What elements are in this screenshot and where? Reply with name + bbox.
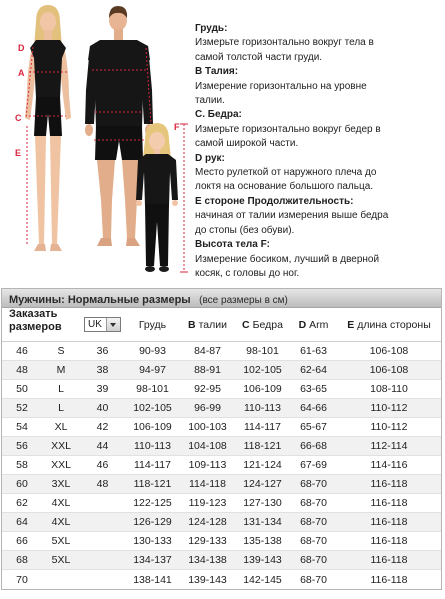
cell-letter-size: L: [58, 383, 64, 395]
label-a: A: [18, 68, 25, 78]
table-row: [2, 494, 441, 513]
header-side-label: длина стороны: [357, 318, 431, 331]
cell-arm: 62-64: [300, 364, 327, 376]
cell-hips: 135-138: [243, 535, 282, 547]
cell-uk: 42: [96, 421, 109, 433]
header-hips: [235, 308, 290, 341]
label-d: D: [18, 43, 25, 53]
product-photo: [0, 0, 192, 286]
cell-uk: 38: [96, 364, 109, 376]
cell-arm: 68-70: [300, 497, 327, 509]
cell-side-length: 116-118: [370, 497, 408, 509]
cell-letter-size: XXL: [51, 440, 71, 452]
cell-size: 62: [16, 497, 28, 509]
cell-chest: 130-133: [133, 535, 172, 547]
cell-waist: 109-113: [188, 459, 227, 471]
cell-waist: 92-95: [194, 383, 221, 395]
table-row: [2, 570, 441, 589]
cell-size: 52: [16, 402, 28, 414]
cell-side-length: 114-116: [370, 459, 408, 471]
table-note: (все размеры в см): [199, 295, 288, 306]
cell-side-length: 106-108: [369, 364, 409, 376]
cell-arm: 68-70: [300, 573, 327, 586]
size-system-value: UK: [88, 319, 102, 330]
guide-text: локтя на основание большого пальца.: [195, 181, 374, 193]
cell-letter-size: 4XL: [51, 516, 71, 528]
cell-chest: 118-121: [133, 478, 172, 490]
label-f: F: [174, 122, 180, 132]
header-chest: [125, 308, 180, 341]
cell-uk: 44: [96, 440, 109, 452]
guide-text: Измерьте горизонтально вокруг тела в: [195, 37, 374, 49]
table-row: [2, 380, 441, 399]
table-title: Мужчины: Нормальные размеры: [9, 294, 191, 306]
cell-size: 66: [16, 535, 28, 547]
cell-waist: 129-133: [188, 535, 227, 547]
cell-waist: 139-143: [188, 573, 227, 586]
man-figure: [85, 6, 153, 246]
cell-size: 64: [16, 516, 28, 528]
cell-side-length: 116-118: [370, 516, 408, 528]
header-side-letter: E: [347, 318, 355, 331]
cell-chest: 98-101: [136, 383, 169, 395]
cell-hips: 98-101: [246, 345, 279, 357]
cell-side-length: 110-112: [370, 421, 408, 433]
header-hips-letter: C: [242, 318, 250, 331]
cell-letter-size: 3XL: [51, 478, 71, 490]
header-arm: [290, 308, 337, 341]
cell-uk: [80, 551, 125, 569]
cell-waist: 119-123: [188, 497, 227, 509]
header-waist-label: талии: [198, 318, 227, 331]
cell-hips: 127-130: [243, 497, 282, 509]
cell-side-length: 108-110: [370, 383, 408, 395]
table-header-row: [2, 308, 441, 342]
cell-letter-size: 4XL: [51, 497, 71, 509]
cell-size: 56: [16, 440, 28, 452]
guide-title: Грудь:: [195, 23, 228, 34]
label-e: E: [15, 148, 22, 158]
guide-text: Место рулеткой от наружного плеча до: [195, 167, 377, 179]
cell-size: 60: [16, 478, 28, 490]
guide-side-length: [195, 195, 441, 238]
cell-hips: 102-105: [243, 364, 282, 376]
table-body: [2, 342, 441, 589]
size-table: [1, 288, 442, 590]
cell-chest: 122-125: [133, 497, 172, 509]
cell-waist: 88-91: [194, 364, 221, 376]
cell-letter-size: 5XL: [51, 554, 71, 566]
guide-text: начиная от талии измерения выше бедра: [195, 210, 389, 222]
header-chest-label: Грудь: [138, 318, 167, 331]
cell-waist: 134-138: [188, 554, 227, 566]
table-row: [2, 418, 441, 437]
guide-text: Измерение босиком, лучший в дверной: [195, 253, 380, 265]
cell-side-length: 112-114: [370, 440, 408, 452]
guide-title: Е стороне Продолжительность:: [195, 195, 354, 207]
cell-arm: 61-63: [300, 345, 327, 357]
cell-letter-size: S: [57, 345, 65, 357]
label-c: C: [15, 113, 22, 123]
cell-hips: 110-113: [244, 402, 281, 414]
guide-text: Измерение горизонтально на уровне: [195, 80, 367, 92]
header-order-sizes: [2, 308, 80, 341]
cell-arm: 68-70: [300, 478, 327, 490]
cell-uk: [80, 494, 125, 512]
cell-chest: 114-117: [134, 459, 171, 471]
cell-chest: 126-129: [133, 516, 172, 528]
measurement-guide: [195, 22, 441, 281]
guide-chest: [195, 22, 441, 65]
guide-title: D рук:: [195, 152, 225, 164]
cell-side-length: 110-112: [370, 402, 408, 414]
cell-waist: 100-103: [188, 421, 227, 433]
cell-letter-size: L: [58, 402, 64, 414]
cell-chest: 134-137: [133, 554, 172, 566]
cell-hips: 142-145: [243, 573, 282, 586]
cell-size: 70: [16, 573, 28, 586]
cell-hips: 106-109: [243, 383, 282, 395]
cell-arm: 65-67: [300, 421, 327, 433]
chevron-down-icon[interactable]: [106, 318, 120, 331]
header-hips-label: Бедра: [252, 318, 283, 331]
cell-arm: 68-70: [300, 554, 327, 566]
cell-hips: 139-143: [243, 554, 282, 566]
cell-arm: 68-70: [300, 516, 327, 528]
header-arm-letter: D: [298, 318, 307, 331]
cell-uk: [80, 513, 125, 531]
guide-arm: [195, 152, 441, 195]
cell-arm: 68-70: [300, 535, 327, 547]
guide-text: талии.: [195, 95, 225, 107]
cell-letter-size: XL: [54, 421, 68, 433]
table-row: [2, 532, 441, 551]
table-row: [2, 342, 441, 361]
cell-uk: 48: [96, 478, 109, 490]
table-row: [2, 513, 441, 532]
guide-title: Высота тела F:: [195, 239, 271, 251]
table-title-bar: [2, 289, 441, 308]
guide-hips: [195, 108, 441, 151]
cell-uk: 39: [96, 383, 109, 395]
cell-hips: 124-127: [243, 478, 282, 490]
cell-size: 46: [16, 345, 28, 357]
header-order-line: Заказать: [9, 308, 58, 320]
header-waist-letter: B: [188, 318, 196, 331]
cell-uk: 46: [96, 459, 109, 471]
cell-hips: 121-124: [243, 459, 282, 471]
cell-hips: 118-121: [243, 440, 282, 452]
cell-waist: 84-87: [194, 345, 221, 357]
table-row: [2, 475, 441, 494]
cell-side-length: 106-108: [369, 345, 409, 357]
cell-waist: 114-118: [189, 478, 226, 490]
table-row: [2, 456, 441, 475]
cell-side-length: 116-118: [370, 554, 408, 566]
cell-arm: 64-66: [300, 402, 327, 414]
cell-size: 58: [16, 459, 28, 471]
cell-arm: 66-68: [300, 440, 327, 452]
cell-side-length: 116-118: [370, 573, 408, 586]
cell-size: 48: [16, 364, 28, 376]
cell-waist: 124-128: [188, 516, 227, 528]
woman-figure: [25, 5, 71, 251]
cell-arm: 63-65: [300, 383, 327, 395]
cell-uk: [80, 570, 125, 589]
table-row: [2, 361, 441, 380]
guide-text: косяк, с головы до ног.: [195, 267, 300, 279]
header-uk: [80, 308, 125, 341]
cell-arm: 67-69: [300, 459, 327, 471]
cell-chest: 94-97: [139, 364, 166, 376]
cell-waist: 104-108: [188, 440, 227, 452]
cell-chest: 90-93: [139, 345, 166, 357]
cell-size: 50: [16, 383, 28, 395]
guide-text: самой широкой части.: [195, 138, 299, 150]
guide-title: В Талия:: [195, 66, 239, 78]
cell-letter-size: 5XL: [51, 535, 71, 547]
cell-size: 54: [16, 421, 28, 433]
header-arm-label: Arm: [309, 318, 329, 331]
guide-text: до стопы (без обуви).: [195, 224, 295, 236]
cell-chest: 110-113: [134, 440, 171, 452]
cell-waist: 96-99: [194, 402, 221, 414]
cell-chest: 138-141: [133, 573, 172, 586]
cell-hips: 131-134: [243, 516, 282, 528]
cell-chest: 102-105: [133, 402, 172, 414]
cell-hips: 114-117: [244, 421, 281, 433]
cell-uk: [80, 532, 125, 550]
header-side-length: [337, 308, 441, 341]
table-row: [2, 437, 441, 456]
cell-side-length: 116-118: [370, 478, 408, 490]
guide-text: Измерьте горизонтально вокруг бедер в: [195, 123, 381, 135]
guide-text: самой толстой части груди.: [195, 51, 323, 63]
guide-waist: [195, 65, 441, 108]
cell-chest: 106-109: [133, 421, 172, 433]
cell-side-length: 116-118: [370, 535, 408, 547]
cell-letter-size: M: [56, 364, 66, 376]
guide-height: [195, 238, 441, 281]
size-system-select[interactable]: [84, 317, 121, 332]
cell-uk: 36: [96, 345, 109, 357]
cell-letter-size: [42, 570, 80, 589]
header-order-line: размеров: [9, 321, 62, 333]
cell-letter-size: XXL: [51, 459, 71, 471]
guide-title: С. Бедра:: [195, 109, 242, 121]
table-row: [2, 551, 441, 570]
table-row: [2, 399, 441, 418]
cell-size: 68: [16, 554, 28, 566]
header-waist: [180, 308, 235, 341]
cell-uk: 40: [96, 402, 109, 414]
